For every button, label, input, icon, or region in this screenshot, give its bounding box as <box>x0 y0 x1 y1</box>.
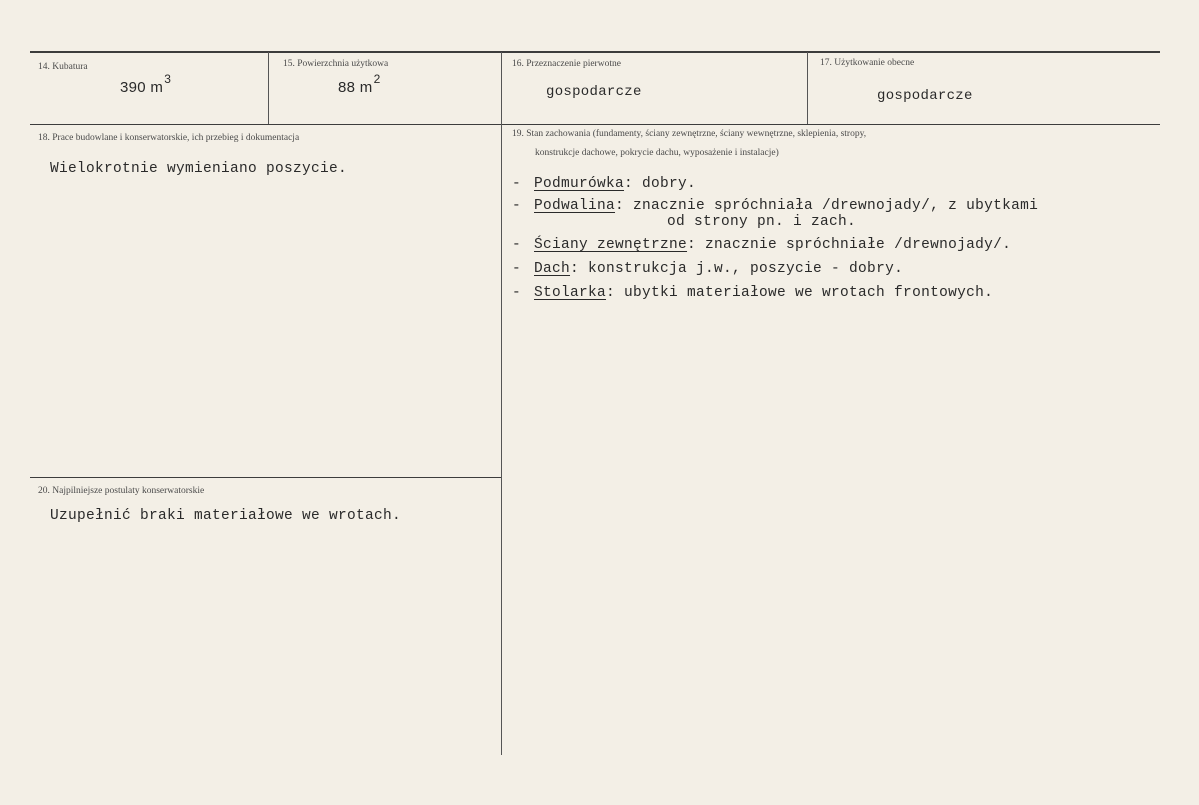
area-unit-sup: 2 <box>373 72 381 86</box>
area-value: 88 m <box>338 79 373 96</box>
field-16-label: 16. Przeznaczenie pierwotne <box>512 59 621 69</box>
condition-text: : konstrukcja j.w., poszycie - dobry. <box>570 261 904 277</box>
field-16-value: gospodarcze <box>546 84 642 100</box>
condition-item-sill-continued: od strony pn. i zach. <box>667 214 857 230</box>
condition-term: Stolarka <box>534 285 607 301</box>
field-14-value <box>120 72 172 96</box>
kubatura-unit-sup: 3 <box>164 72 172 86</box>
col-divider-3 <box>807 52 808 124</box>
condition-item-foundation: - Podmurówka: dobry. <box>512 176 697 192</box>
field-17-value: gospodarcze <box>877 88 973 104</box>
col-divider-1 <box>268 52 269 124</box>
condition-text: : dobry. <box>624 176 697 192</box>
field-19-label-line2: konstrukcje dachowe, pokrycie dachu, wyposażenie i instalacje) <box>535 148 779 158</box>
field-18-label: 18. Prace budowlane i konserwatorskie, ich przebieg i dokumentacja <box>38 133 300 143</box>
condition-item-walls: - Ściany zewnętrzne: znacznie spróchniałe /drewnojady/. <box>512 237 1012 253</box>
condition-term: Dach <box>534 261 571 277</box>
field-18-value: Wielokrotnie wymieniano poszycie. <box>50 161 348 177</box>
condition-item-sill: - Podwalina: znacznie spróchniała /drewnojady/, z ubytkami <box>512 198 1039 214</box>
field-15-label: 15. Powierzchnia użytkowa <box>283 59 389 69</box>
top-rule <box>30 51 1160 53</box>
kubatura-value: 390 m <box>120 79 164 96</box>
condition-term: Ściany zewnętrzne <box>534 237 688 253</box>
field-20-value: Uzupełnić braki materiałowe we wrotach. <box>50 508 402 524</box>
field-14-label: 14. Kubatura <box>38 62 88 72</box>
field-17-label: 17. Użytkowanie obecne <box>820 58 915 68</box>
condition-term: Podmurówka <box>534 176 625 192</box>
field-15-value <box>338 72 381 96</box>
condition-text: : znacznie spróchniałe /drewnojady/. <box>687 237 1012 253</box>
col-divider-2 <box>501 52 502 755</box>
condition-item-joinery: - Stolarka: ubytki materiałowe we wrotach frontowych. <box>512 285 994 301</box>
field-20-label: 20. Najpilniejsze postulaty konserwatorskie <box>38 486 205 496</box>
condition-term: Podwalina <box>534 198 616 214</box>
field-19-label-line1: 19. Stan zachowania (fundamenty, ściany zewnętrzne, ściany wewnętrzne, sklepienia, stropy, <box>512 129 867 139</box>
condition-item-roof: - Dach: konstrukcja j.w., poszycie - dobry. <box>512 261 904 277</box>
condition-text: : ubytki materiałowe we wrotach frontowych. <box>606 285 994 301</box>
section-divider <box>30 477 502 478</box>
condition-text: : znacznie spróchniała /drewnojady/, z ubytkami <box>615 198 1039 214</box>
row-divider <box>30 124 1160 125</box>
